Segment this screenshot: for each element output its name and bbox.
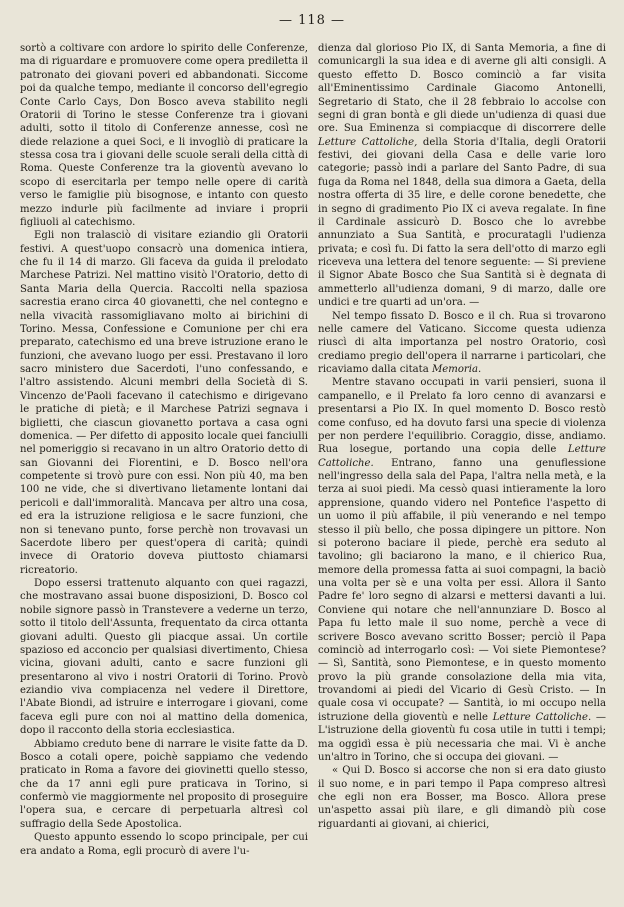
text-run: Entrano, fanno una genuflessione nell'ingresso della sala del Papa, l'altra nella metà, e la terza ai suoi piedi. Ma cessò quasi intieramente la loro apprensione, quando videro nel Pontefice l'aspetto di un uomo il più affabile, il più venerando e nel tempo stesso il più bello, che possa dipingere un pittore. Non si poterono baciare il piede, perchè era seduto al tavolino; gli baciarono la mano, e il chierico Rua, memore della promessa fatta ai suoi compagni, la baciò una volta per sè e una volta per essi. Allora il Santo Padre fe' loro segno di alzarsi e mettersi davanti a lui. Conviene qui notare che nell'annunziare D. Bosco al Papa fu letto male il suo nome, perchè a vece di scrivere Bosco avevano scritto Bosser; perciò il Papa cominciò ad interrogarlo così: — Voi siete Piemontese? — Sì, Santità, sono Piemontese, e in questo momento provo la più grande consolazione della mia vita, trovandomi ai piedi del Vicario di Gesù Cristo. — In quale cosa vi occupate? — Santità, io mi occupo nella istruzione della gioventù e nelle: [318, 457, 606, 723]
italic-title: Letture Cattoliche.: [492, 711, 592, 723]
italic-title: Memoria.: [431, 364, 482, 375]
left-column: [20, 42, 308, 858]
text-run: Mentre stavano occupati in varii pensieri, suona il campanello, e il Prelato fa loro cenno di avanzarsi e presentarsi a Pio IX. In quel momento D. Bosco restò come confuso, ed ha dovuto farsi una specie di violenza per non perdere l'equilibrio. Coraggio, disse, andiamo. Rua losegue, portando una copia delle: [318, 377, 606, 456]
paragraph: [318, 764, 606, 831]
paragraph: [318, 42, 606, 310]
text-run: della Storia d'Italia, degli Oratorii festivi, dei giovani della Casa e delle varie loro categorie; passò indi a parlare del Santo Padre, di sua fuga da Roma nel 1848, della sua dimora a Gaeta, della nostra offerta di 35 lire, e delle corone benedette, che in segno di gradimento Pio IX ci aveva regalate. In fine il Cardinale assicurò D. Bosco che lo avrebbe annunziato a Sua Santità, e procuratagli l'udienza privata; e così fu. Di fatto la sera dell'otto di marzo egli riceveva una lettera del tenore seguente: — Si previene il Signor Abate Bosco che Sua Santità si è degnata di ammetterlo all'udienza domani, 9 di marzo, dalle ore undici e tre quarti ad un'ora. —: [318, 136, 606, 309]
paragraph: [318, 376, 606, 764]
paragraph: [318, 310, 606, 377]
text-run: dienza dal glorioso Pio IX, di Santa Memoria, a fine di comunicargli la sua idea e di averne gli alti consigli. A questo effetto D. Bosco cominciò a far visita all'Eminentissimo Cardinale Giacomo Antonelli, Segretario di Stato, che il 28 febbraio lo accolse con segni di gran bontà e gli diede un'udienza di quasi due ore. Sua Eminenza si compiacque di discorrere delle: [318, 43, 606, 135]
text-run: « Qui D. Bosco si accorse che non si era dato giusto il suo nome, e in pari tempo il Papa compreso altresì che egli non era Bosser, ma Bosco. Allora prese un'aspetto assai più ilare, e gli dimandò più cose riguardanti ai giovani, ai chierici,: [318, 765, 606, 830]
page-number: — 118 —: [278, 13, 346, 28]
paragraph: sortò a coltivare con ardore lo spirito delle Conferenze, ma di riguardare e promuovere come opera prediletta il patronato dei giovani poveri ed abbandonati. Siccome poi da qualche tempo, mediante il concorso dell'egregio Conte Carlo Cays, Don Bosco aveva stabilito negli Oratorii di Torino le stesse Conferenze tra i giovani adulti, sotto il titolo di Conferenze annesse, così ne diede relazione a quei Soci, e li invogliò di praticare la stessa cosa tra i giovani delle scuole serali della città di Roma. Queste Conferenze tra la gioventù avevano lo scopo di esercitarla per tempo nelle opere di carità verso le famiglie più bisognose, e intanto con questo mezzo indurle più facilmente ad inviare i proprii figliuoli al catechismo.: [20, 43, 308, 228]
right-column: [318, 42, 606, 831]
italic-title: Letture Cattoliche.: [318, 444, 606, 469]
paragraph: Questo appunto essendo lo scopo principale, per cui era andato a Roma, egli procurò di avere l'u-: [20, 832, 308, 857]
text-run: — L'istruzione della gioventù fu cosa utile in tutti i tempi; ma oggidì essa è più necessaria che mai. Vi è anche un'altro in Torino, che si occupa dei giovani. —: [318, 711, 606, 763]
paragraph: Dopo essersi trattenuto alquanto con quei ragazzi, che mostravano assai buone disposizioni, D. Bosco col nobile signore passò in Transtevere a vederne un terzo, sotto il titolo dell'Assunta, frequentato da circa ottanta giovani adulti. Questo gli piacque assai. Un cortile spazioso ed acconcio per qualsiasi divertimento, Chiesa vicina, giovani adulti, canto e sacre funzioni gli presentarono al vivo i nostri Oratorii di Torino. Provò eziandio viva compiacenza nel vedere il Direttore, l'Abate Biondi, ad istruire e interrogare i giovani, come faceva egli pure con noi al mattino della domenica, dopo il racconto della storia ecclesiastica.: [20, 578, 308, 737]
italic-title: Letture Cattoliche,: [318, 136, 418, 148]
paragraph: Abbiamo creduto bene di narrare le visite fatte da D. Bosco a cotali opere, poichè sappiamo che vedendo praticato in Roma a favore dei giovinetti quello stesso, che da 17 anni egli pure praticava in Torino, si confermò vie maggiormente nel proposito di proseguire l'opera sua, e cercare di perpetuarla altresì col suffragio della Sede Apostolica.: [20, 738, 308, 830]
paragraph: Egli non tralasciò di visitare eziandio gli Oratorii festivi. A quest'uopo consacrò una domenica intiera, che fu il 14 di marzo. Gli faceva da guida il prelodato Marchese Patrizi. Nel mattino visitò l'Oratorio, detto di Santa Maria della Quercia. Raccolti nella spaziosa sacrestia erano circa 40 giovanetti, che nel contegno e nella vivacità rassomigliavano molto ai birichini di Torino. Messa, Confessione e Comunione per chi era preparato, catechismo ed una breve istruzione erano le funzioni, che avevano luogo per essi. Prestavano il loro sacro ministero due Sacerdoti, l'uno confessando, e l'altro assistendo. Alcuni membri della Società di S. Vincenzo de'Paoli facevano il catechismo e dirigevano le pratiche di pietà; e il Marchese Patrizi segnava i biglietti, che ciascun giovanetto portava a casa ogni domenica. — Per difetto di apposito locale quei fanciulli nel pomeriggio si recavano in un altro Oratorio detto di san Giovanni dei Fiorentini, e D. Bosco nell'ora competente si trovò pure con essi. Non più 40, ma ben 100 ne vide, che si divertivano lietamente lontani dai pericoli e dall'immoralità. Mancava per altro una cosa, ed era la istruzione religiosa e le sacre funzioni, che non si tenevano punto, forse perchè non trovavasi un Sacerdote libero per quest'opera di carità; quindi invece di Oratorio doveva piuttosto chiamarsi ricreatorio.: [20, 230, 308, 576]
text-run: Nel tempo fissato D. Bosco e il ch. Rua si trovarono nelle camere del Vaticano. Siccome questa udienza riuscì di alta importanza pel nostro Oratorio, così crediamo pregio dell'opera il narrarne i particolari, che ricaviamo dalla citata: [318, 310, 606, 375]
